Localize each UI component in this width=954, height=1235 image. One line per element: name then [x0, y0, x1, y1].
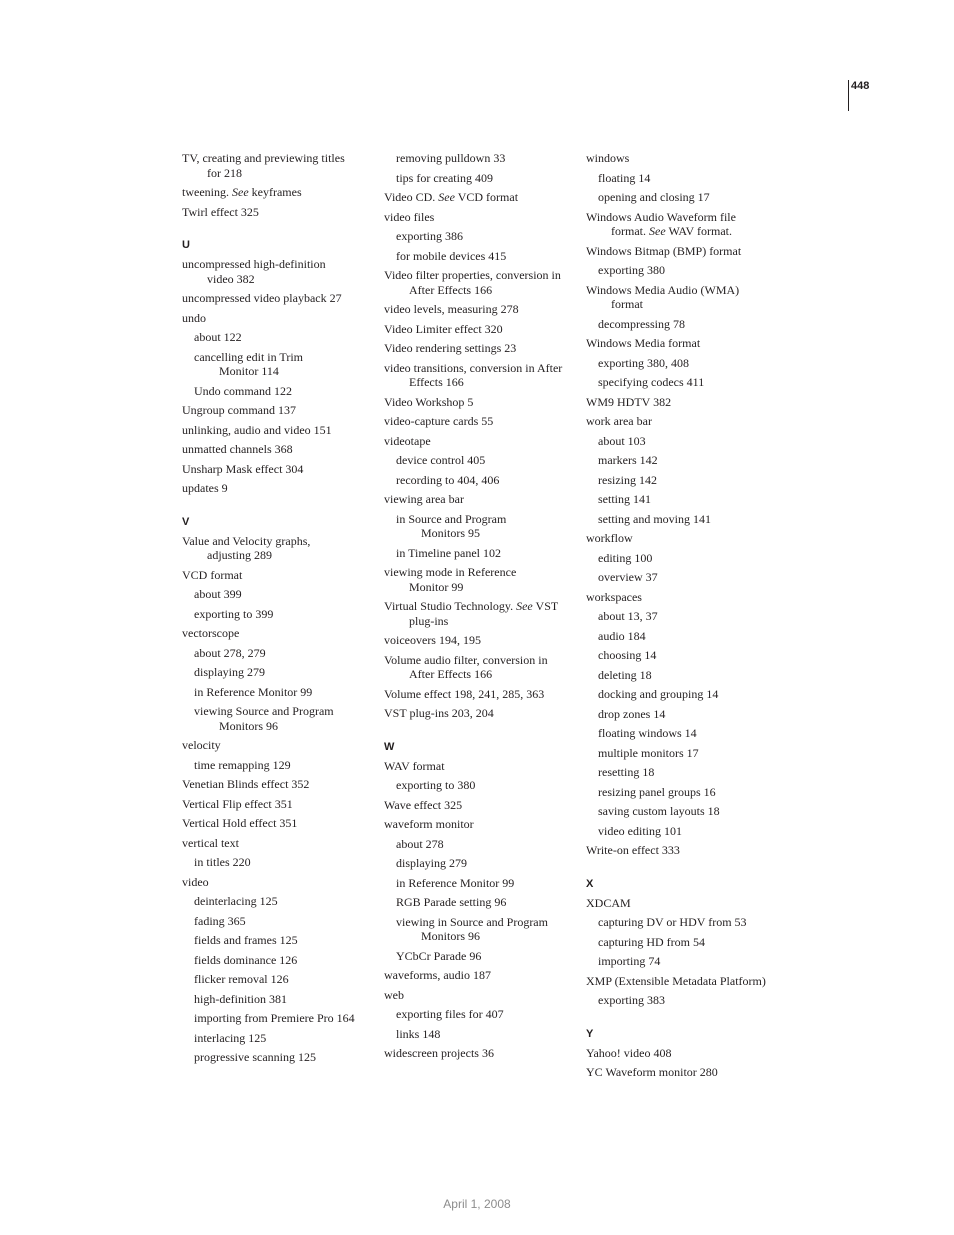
entry-line: YC Waveform monitor 280 — [586, 1065, 718, 1079]
index-subentry — [586, 726, 782, 741]
index-subentry — [384, 546, 572, 561]
section-letter-w: W — [384, 740, 395, 753]
entry-line: in Timeline panel 102 — [396, 545, 501, 560]
index-entry — [586, 151, 782, 166]
index-entry — [586, 395, 782, 410]
entry-line: tips for creating 409 — [396, 170, 493, 185]
index-entry — [182, 311, 362, 326]
entry-line: fields and frames 125 — [194, 933, 298, 947]
index-subentry — [586, 492, 782, 507]
entry-line: uncompressed high-definition — [182, 257, 326, 271]
index-column-2 — [384, 151, 572, 1066]
index-subentry — [182, 933, 362, 948]
entry-line: capturing HD from 54 — [598, 934, 705, 949]
entry-line: resizing 142 — [598, 472, 657, 487]
entry-line: for mobile devices 415 — [396, 248, 507, 263]
entry-line: in titles 220 — [194, 855, 251, 869]
entry-line: YCbCr Parade 96 — [396, 948, 482, 963]
entry-line: video transitions, conversion in After — [384, 360, 563, 375]
index-subentry — [384, 895, 572, 910]
index-subentry — [384, 171, 572, 186]
entry-line: saving custom layouts 18 — [598, 804, 720, 818]
entry-line: cancelling edit in Trim — [194, 349, 303, 364]
section-letter-u: U — [182, 239, 190, 251]
entry-line: drop zones 14 — [598, 706, 666, 721]
entry-line: Monitor 99 — [409, 579, 464, 594]
header-rule — [848, 80, 849, 111]
index-entry — [182, 442, 362, 457]
index-subentry — [586, 785, 782, 800]
entry-line: about 13, 37 — [598, 609, 658, 623]
index-subentry — [586, 746, 782, 761]
index-entry — [586, 336, 782, 351]
entry-line: Video Limiter effect 320 — [384, 321, 503, 336]
see-reference: See — [516, 599, 533, 613]
index-subentry — [182, 1011, 362, 1026]
index-subentry — [182, 758, 362, 773]
entry-line: Effects 166 — [409, 375, 464, 389]
entry-line: web — [384, 987, 404, 1002]
entry-line: audio 184 — [598, 628, 646, 643]
index-entry — [586, 896, 782, 911]
index-entry — [384, 361, 572, 390]
index-subentry — [182, 894, 362, 909]
index-entry — [384, 434, 572, 449]
index-entry — [384, 414, 572, 429]
entry-line: importing from Premiere Pro 164 — [194, 1011, 355, 1025]
entry-line: links 148 — [396, 1026, 441, 1041]
index-entry — [384, 341, 572, 356]
entry-line: widescreen projects 36 — [384, 1046, 494, 1060]
entry-line: about 278, 279 — [194, 645, 266, 660]
entry-line: windows — [586, 151, 630, 165]
index-entry — [384, 492, 572, 507]
index-entry — [384, 759, 572, 774]
index-subentry — [182, 587, 362, 602]
entry-line: device control 405 — [396, 453, 486, 467]
entry-line: format — [611, 297, 643, 311]
entry-line: in Reference Monitor 99 — [396, 875, 515, 890]
entry-line: velocity — [182, 738, 221, 752]
entry-line: Wave effect 325 — [384, 797, 463, 812]
entry-line: about 278 — [396, 836, 444, 851]
index-subentry — [182, 855, 362, 870]
entry-line: Vertical Flip effect 351 — [182, 796, 293, 811]
entry-line: workflow — [586, 531, 633, 545]
entry-line: adjusting 289 — [207, 548, 272, 562]
index-entry — [384, 599, 572, 628]
entry-line: Twirl effect 325 — [182, 204, 259, 219]
index-subentry — [384, 915, 572, 944]
entry-line: Windows Audio Waveform file — [586, 209, 736, 224]
entry-line: multiple monitors 17 — [598, 745, 699, 760]
entry-line: Virtual Studio Technology. See VST — [384, 599, 559, 613]
see-reference: See — [438, 190, 455, 204]
entry-line: unmatted channels 368 — [182, 442, 293, 456]
entry-line: flicker removal 126 — [194, 972, 289, 986]
index-entry — [182, 568, 362, 583]
index-entry — [384, 988, 572, 1003]
index-entry — [586, 1046, 782, 1061]
entry-line: capturing DV or HDV from 53 — [598, 915, 747, 929]
footer-date: April 1, 2008 — [443, 1197, 511, 1211]
entry-line: tweening. See keyframes — [182, 185, 302, 199]
index-subentry — [182, 384, 362, 399]
entry-line: Video Workshop 5 — [384, 394, 474, 409]
index-subentry — [384, 778, 572, 793]
index-subentry — [586, 954, 782, 969]
entry-line: unlinking, audio and video 151 — [182, 422, 332, 437]
entry-line: XMP (Extensible Metadata Platform) — [586, 973, 766, 988]
see-reference: See — [649, 224, 666, 238]
entry-line: Windows Media Audio (WMA) — [586, 282, 740, 297]
entry-line: Video rendering settings 23 — [384, 341, 517, 355]
entry-line: video — [182, 874, 209, 889]
entry-line: viewing mode in Reference — [384, 565, 517, 579]
index-entry — [182, 185, 362, 200]
index-entry — [384, 706, 572, 721]
entry-line: VCD format — [182, 567, 243, 582]
entry-line: viewing in Source and Program — [396, 914, 548, 929]
index-subentry — [586, 473, 782, 488]
index-subentry — [384, 1027, 572, 1042]
entry-line: for 218 — [207, 165, 242, 180]
entry-line: uncompressed video playback 27 — [182, 291, 342, 305]
index-subentry — [182, 953, 362, 968]
entry-line: about 122 — [194, 330, 242, 344]
index-entry — [586, 974, 782, 989]
entry-line: decompressing 78 — [598, 316, 685, 331]
index-subentry — [182, 992, 362, 1007]
index-entry — [182, 151, 362, 180]
index-subentry — [182, 607, 362, 622]
entry-line: resizing panel groups 16 — [598, 784, 716, 799]
index-entry — [586, 283, 782, 312]
index-subentry — [384, 473, 572, 488]
entry-line: plug-ins — [409, 613, 449, 628]
index-entry — [384, 633, 572, 648]
index-entry — [384, 395, 572, 410]
index-entry — [182, 257, 362, 286]
index-subentry — [586, 915, 782, 930]
entry-line: exporting 386 — [396, 229, 463, 243]
index-subentry — [384, 1007, 572, 1022]
entry-line: viewing Source and Program — [194, 704, 334, 718]
index-entry — [384, 687, 572, 702]
entry-line: workspaces — [586, 589, 642, 604]
index-entry — [182, 481, 362, 496]
index-subentry — [182, 1031, 362, 1046]
index-subentry — [586, 375, 782, 390]
entry-line: about 399 — [194, 587, 242, 601]
index-subentry — [384, 151, 572, 166]
index-subentry — [182, 665, 362, 680]
entry-line: displaying 279 — [194, 665, 265, 679]
index-subentry — [182, 350, 362, 379]
entry-line: format. See WAV format. — [611, 224, 732, 238]
index-entry — [182, 403, 362, 418]
index-subentry — [182, 704, 362, 733]
entry-line: waveforms, audio 187 — [384, 968, 491, 982]
entry-line: Windows Bitmap (BMP) format — [586, 243, 742, 258]
index-subentry — [384, 453, 572, 468]
entry-line: Video CD. See VCD format — [384, 190, 519, 204]
entry-line: Monitors 96 — [421, 929, 481, 943]
index-entry — [182, 626, 362, 641]
index-entry — [384, 302, 572, 317]
index-entry — [182, 777, 362, 792]
section-letter-y: Y — [586, 1027, 594, 1040]
entry-line: Write-on effect 333 — [586, 843, 680, 857]
index-entry — [384, 968, 572, 983]
section-letter-x: X — [586, 877, 594, 890]
entry-line: videotape — [384, 433, 431, 448]
entry-line: Video filter properties, conversion in — [384, 268, 561, 282]
index-entry — [586, 244, 782, 259]
section-letter-v: V — [182, 515, 190, 528]
index-subentry — [384, 949, 572, 964]
entry-line: exporting files for 407 — [396, 1007, 504, 1021]
index-subentry — [586, 190, 782, 205]
entry-line: work area bar — [586, 414, 652, 428]
entry-line: video-capture cards 55 — [384, 414, 494, 428]
entry-line: Volume audio filter, conversion in — [384, 652, 548, 667]
entry-line: VST plug-ins 203, 204 — [384, 706, 494, 720]
page-number: 448 — [851, 80, 870, 92]
index-subentry — [384, 856, 572, 871]
index-subentry — [586, 171, 782, 186]
index-subentry — [586, 263, 782, 278]
index-entry — [586, 1065, 782, 1080]
index-subentry — [586, 824, 782, 839]
index-entry — [586, 590, 782, 605]
entry-line: time remapping 129 — [194, 757, 291, 772]
index-entry — [384, 653, 572, 682]
index-entry — [384, 322, 572, 337]
entry-line: docking and grouping 14 — [598, 687, 719, 701]
index-subentry — [586, 317, 782, 332]
entry-line: video files — [384, 209, 435, 224]
entry-line: specifying codecs 411 — [598, 375, 705, 389]
entry-line: Unsharp Mask effect 304 — [182, 461, 304, 476]
index-entry — [384, 798, 572, 813]
entry-line: TV, creating and previewing titles — [182, 151, 345, 165]
entry-line: in Source and Program — [396, 511, 507, 526]
entry-line: undo — [182, 310, 206, 325]
see-reference: See — [232, 185, 249, 199]
index-subentry — [586, 687, 782, 702]
entry-line: RGB Parade setting 96 — [396, 895, 507, 909]
entry-line: choosing 14 — [598, 648, 657, 662]
index-entry — [182, 797, 362, 812]
index-entry — [182, 836, 362, 851]
entry-line: video levels, measuring 278 — [384, 302, 519, 316]
index-entry — [384, 268, 572, 297]
index-subentry — [586, 668, 782, 683]
index-entry — [182, 738, 362, 753]
entry-line: setting 141 — [598, 492, 651, 506]
entry-line: Undo command 122 — [194, 383, 292, 398]
entry-line: Monitor 114 — [219, 364, 279, 378]
index-entry — [182, 423, 362, 438]
entry-line: exporting 380, 408 — [598, 355, 689, 370]
index-subentry — [586, 935, 782, 950]
entry-line: setting and moving 141 — [598, 511, 711, 526]
entry-line: viewing area bar — [384, 492, 464, 506]
index-entry — [586, 210, 782, 239]
index-subentry — [384, 512, 572, 541]
entry-line: WAV format — [384, 758, 445, 773]
entry-line: After Effects 166 — [409, 282, 493, 297]
index-subentry — [384, 876, 572, 891]
index-entry — [182, 875, 362, 890]
entry-line: floating 14 — [598, 170, 651, 185]
index-entry — [384, 1046, 572, 1061]
entry-line: progressive scanning 125 — [194, 1050, 316, 1064]
entry-line: exporting to 380 — [396, 778, 476, 792]
entry-line: Monitors 95 — [421, 526, 481, 540]
index-subentry — [182, 646, 362, 661]
index-entry — [182, 462, 362, 477]
index-entry — [384, 190, 572, 205]
entry-line: markers 142 — [598, 453, 658, 467]
entry-line: overview 37 — [598, 570, 658, 584]
entry-line: resetting 18 — [598, 765, 655, 779]
index-entry — [182, 534, 362, 563]
index-entry — [384, 565, 572, 594]
entry-line: importing 74 — [598, 954, 661, 968]
index-column-1 — [182, 151, 362, 1070]
entry-line: Monitors 96 — [219, 718, 279, 733]
index-entry — [182, 816, 362, 831]
entry-line: Windows Media format — [586, 336, 701, 350]
index-subentry — [384, 229, 572, 244]
entry-line: Volume effect 198, 241, 285, 363 — [384, 686, 545, 701]
index-entry — [586, 531, 782, 546]
entry-line: floating windows 14 — [598, 726, 697, 740]
entry-line: fields dominance 126 — [194, 952, 298, 967]
entry-line: video editing 101 — [598, 823, 682, 838]
entry-line: deleting 18 — [598, 667, 652, 682]
index-subentry — [586, 765, 782, 780]
index-subentry — [384, 249, 572, 264]
index-subentry — [586, 707, 782, 722]
entry-line: editing 100 — [598, 550, 653, 565]
index-subentry — [384, 837, 572, 852]
index-entry — [182, 205, 362, 220]
entry-line: After Effects 166 — [409, 667, 493, 681]
entry-line: fading 365 — [194, 913, 246, 928]
entry-line: displaying 279 — [396, 856, 467, 870]
entry-line: Ungroup command 137 — [182, 403, 296, 417]
entry-line: exporting 383 — [598, 993, 665, 1007]
index-subentry — [586, 570, 782, 585]
entry-line: high-definition 381 — [194, 991, 287, 1006]
index-subentry — [586, 993, 782, 1008]
index-entry — [182, 291, 362, 306]
index-entry — [384, 817, 572, 832]
index-subentry — [586, 453, 782, 468]
entry-line: interlacing 125 — [194, 1030, 267, 1045]
entry-line: recording to 404, 406 — [396, 472, 500, 487]
index-subentry — [586, 648, 782, 663]
index-subentry — [586, 551, 782, 566]
entry-line: Yahoo! video 408 — [586, 1045, 672, 1060]
index-subentry — [182, 685, 362, 700]
index-column-3 — [586, 151, 782, 1085]
index-entry — [586, 843, 782, 858]
index-subentry — [586, 804, 782, 819]
index-subentry — [586, 609, 782, 624]
index-subentry — [182, 330, 362, 345]
entry-line: waveform monitor — [384, 817, 474, 831]
entry-line: vertical text — [182, 835, 239, 850]
index-subentry — [586, 512, 782, 527]
entry-line: removing pulldown 33 — [396, 151, 506, 165]
entry-line: Venetian Blinds effect 352 — [182, 777, 310, 791]
index-subentry — [586, 356, 782, 371]
entry-line: WM9 HDTV 382 — [586, 394, 672, 409]
entry-line: exporting 380 — [598, 263, 665, 277]
entry-line: in Reference Monitor 99 — [194, 684, 313, 699]
index-subentry — [182, 1050, 362, 1065]
entry-line: about 103 — [598, 433, 646, 448]
entry-line: vectorscope — [182, 626, 240, 640]
entry-line: video 382 — [207, 271, 255, 286]
index-subentry — [182, 972, 362, 987]
index-entry — [384, 210, 572, 225]
index-subentry — [182, 914, 362, 929]
entry-line: opening and closing 17 — [598, 190, 710, 204]
index-subentry — [586, 434, 782, 449]
entry-line: voiceovers 194, 195 — [384, 633, 481, 647]
entry-line: deinterlacing 125 — [194, 894, 278, 908]
entry-line: Value and Velocity graphs, — [182, 533, 311, 548]
index-entry — [586, 414, 782, 429]
entry-line: updates 9 — [182, 481, 228, 495]
entry-line: Vertical Hold effect 351 — [182, 816, 298, 830]
index-subentry — [586, 629, 782, 644]
entry-line: XDCAM — [586, 895, 631, 910]
entry-line: exporting to 399 — [194, 606, 274, 621]
